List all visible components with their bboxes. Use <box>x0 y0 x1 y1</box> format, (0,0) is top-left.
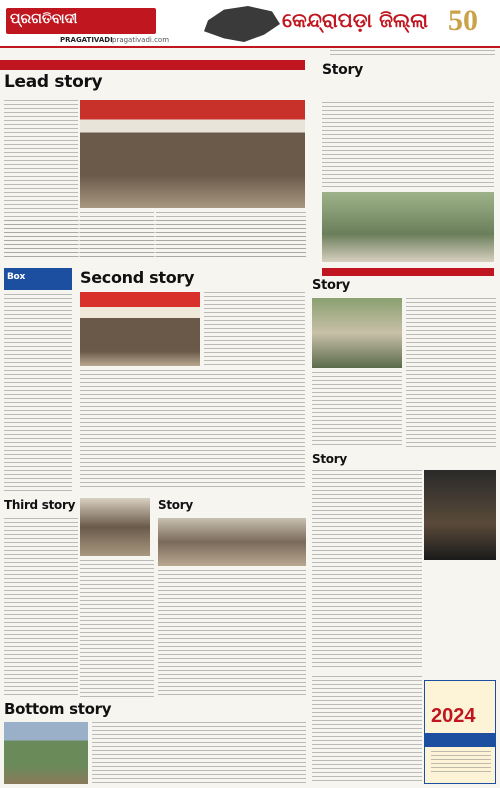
rally-photo <box>312 298 402 368</box>
third-headline[interactable]: Third story <box>4 498 76 512</box>
masthead-logo[interactable] <box>6 8 156 34</box>
bottom-headline[interactable]: Bottom story <box>4 700 112 718</box>
box-story <box>4 268 72 290</box>
right-mid-body-b <box>312 372 402 448</box>
right-mid-banner <box>322 268 494 276</box>
second-body-a <box>204 292 305 366</box>
ad-year: 2024 <box>431 705 476 727</box>
box-body <box>4 294 72 494</box>
right-bottom-body <box>312 676 422 784</box>
field-photo <box>4 722 88 784</box>
anniversary-badge: 50 <box>448 4 478 37</box>
right-low-body <box>312 470 422 670</box>
right-mid-body <box>406 298 496 448</box>
lead-headline[interactable]: Lead story <box>4 72 103 92</box>
ad-text <box>431 751 491 775</box>
second-body-b <box>80 370 305 490</box>
right-mid-headline[interactable]: Story <box>312 278 350 293</box>
bottom-body <box>92 722 306 784</box>
right-top-body <box>322 102 494 190</box>
date-strip <box>330 50 495 56</box>
third-body-b <box>80 560 154 698</box>
ceremony-photo <box>322 192 494 262</box>
website-label[interactable]: pragativadi.com <box>112 36 170 44</box>
stage-photo <box>158 518 306 566</box>
ad-box[interactable] <box>424 680 496 784</box>
dignitaries-photo <box>80 498 150 556</box>
meeting-photo <box>80 100 305 208</box>
event-photo <box>80 292 200 366</box>
box-headline[interactable]: Box <box>7 272 25 282</box>
lead-body-col4 <box>4 220 306 260</box>
logo-subtitle: PRAGATIVADI <box>60 36 113 44</box>
night-photo <box>424 470 496 560</box>
masthead <box>0 0 500 48</box>
ticker-bar <box>0 60 305 70</box>
third-body <box>4 518 78 698</box>
edition-title: କେନ୍ଦ୍ରାପଡ଼ା ଜିଲ୍ଲା <box>282 8 429 32</box>
small-body <box>158 570 306 698</box>
second-headline[interactable]: Second story <box>80 268 195 287</box>
ad-band <box>425 733 495 747</box>
right-low-headline[interactable]: Story <box>312 452 347 466</box>
logo-text: ପ୍ରଗତିବାଦୀ <box>10 11 78 27</box>
odisha-map-icon <box>200 6 280 42</box>
small-headline[interactable]: Story <box>158 498 193 512</box>
right-top-headline[interactable]: Story <box>322 62 363 78</box>
